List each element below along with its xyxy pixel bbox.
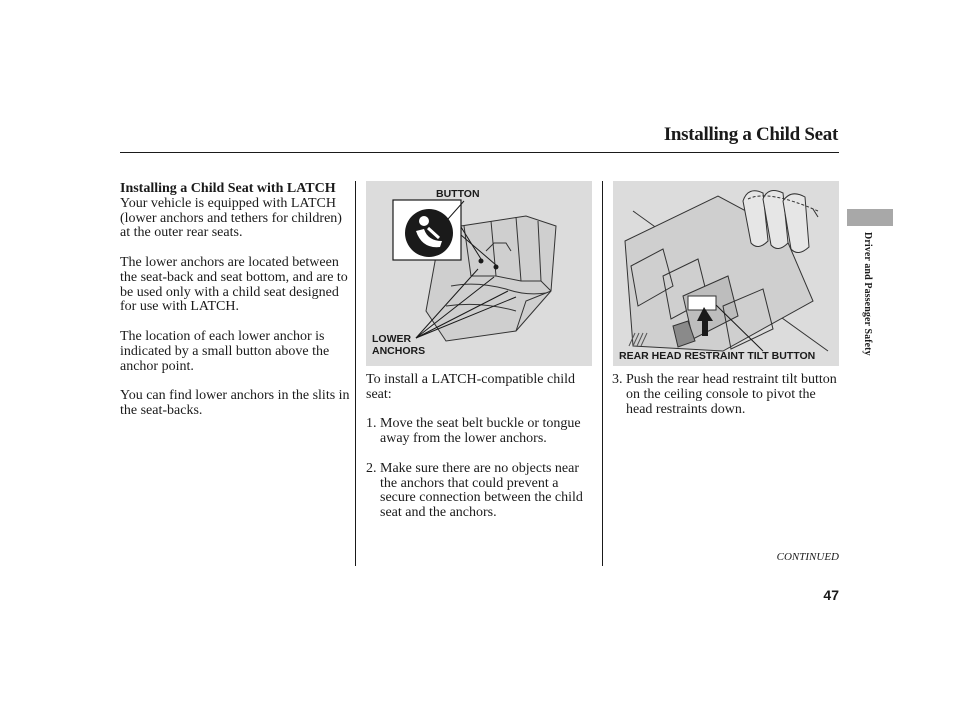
section-heading: Installing a Child Seat with LATCH [120, 181, 336, 196]
middle-column [366, 373, 594, 536]
anchors-label: ANCHORS [372, 345, 426, 357]
paragraph: The lower anchors are located between the seat-back and seat bottom, and are to be used only with a child seat designed for use with LATCH. [120, 254, 348, 315]
paragraph: Your vehicle is equipped with LATCH (lower anchors and tethers for children) at the outer rear seats. [120, 195, 342, 241]
section-tab [847, 209, 893, 226]
page-title: Installing a Child Seat [663, 124, 838, 145]
title-rule [120, 152, 839, 153]
section-tab-label: Driver and Passenger Safety [862, 232, 873, 356]
continued-note: CONTINUED [776, 551, 839, 563]
paragraph: You can find lower anchors in the slits in the seat-backs. [120, 388, 350, 418]
right-column [612, 373, 838, 432]
tilt-button-figure [613, 181, 839, 366]
button-label: BUTTON [436, 188, 480, 200]
column-divider [355, 181, 356, 566]
page-number: 47 [823, 587, 839, 603]
paragraph: The location of each lower anchor is indicated by a small button above the anchor point. [120, 328, 330, 374]
lower-anchor-figure [366, 181, 592, 366]
left-column [120, 182, 352, 434]
lower-label: LOWER [372, 333, 412, 345]
step-item: 1. Move the seat belt buckle or tongue away from the lower anchors. [366, 416, 581, 447]
step-item: 2. Make sure there are no objects near the anchors that could prevent a secure connection between the child seat and the anchors. [366, 460, 583, 521]
step-item: 3. Push the rear head restraint tilt button on the ceiling console to pivot the head restraints down. [612, 372, 837, 417]
tilt-button-label: REAR HEAD RESTRAINT TILT BUTTON [619, 350, 816, 362]
column-divider [602, 181, 603, 566]
intro-paragraph: To install a LATCH-compatible child seat: [366, 372, 575, 402]
ceiling-console-illustration [613, 181, 839, 366]
